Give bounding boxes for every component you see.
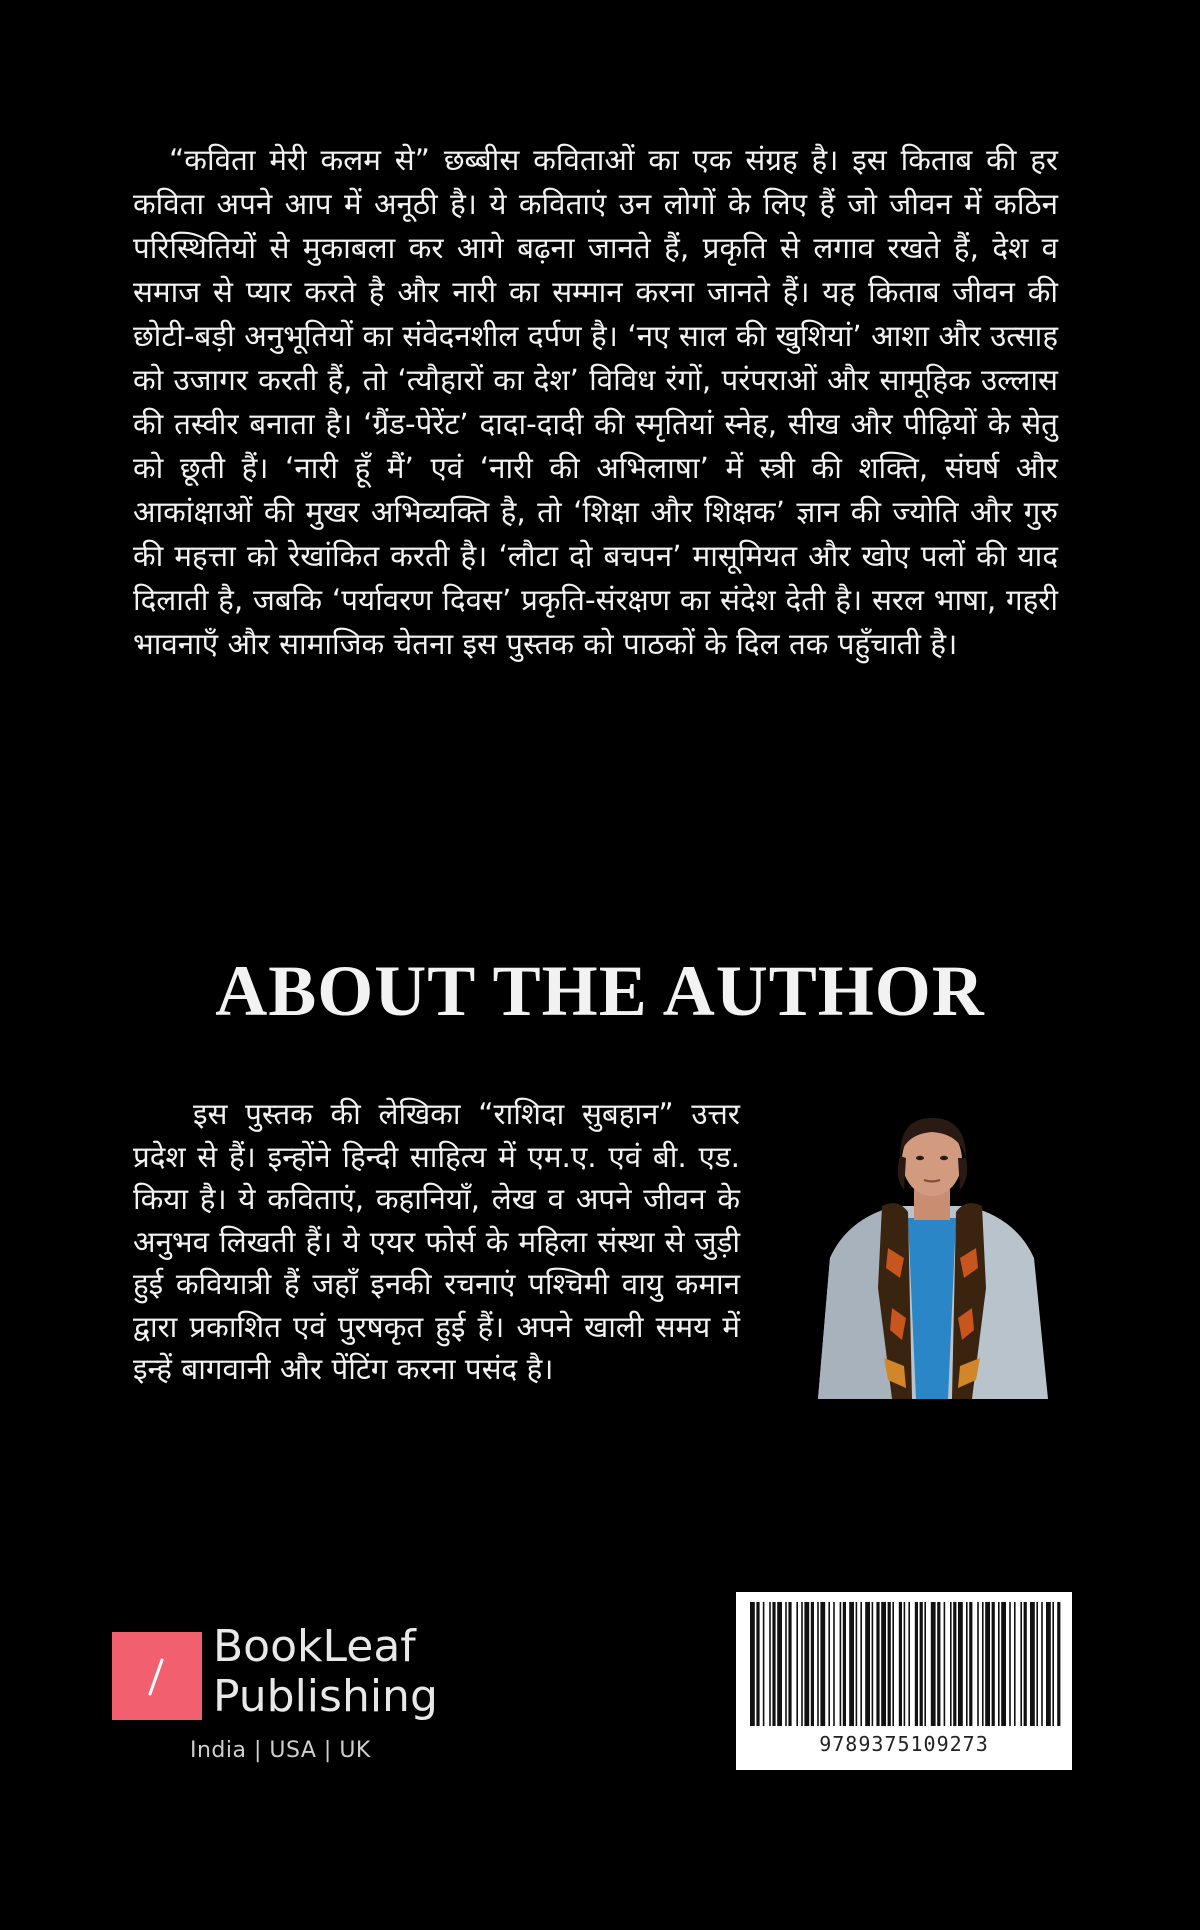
author-bio: इस पुस्तक की लेखिका “राशिदा सुबहान” उत्तर प्रदेश से हैं। इन्होंने हिन्दी साहित्य में एम.ए. एवं बी. एड. किया है। ये कविताएं, कहानियाँ, लेख व अपने जीवन के अनुभव लिखती हैं। ये एयर फोर्स के महिला संस्था से जुड़ी हुई कवियात्री हैं जहाँ इनकी रचनाएं पश्चिमी वायु कमान द्वारा प्रकाशित एवं पुरषकृत हुई हैं। अपने खाली समय में इन्हें बागवानी और पेंटिंग करना पसंद है। [133,1097,740,1386]
back-cover-blurb: “कविता मेरी कलम से” छब्बीस कविताओं का एक संग्रह है। इस किताब की हर कविता अपने आप में अनूठी है। ये कविताएं उन लोगों के लिए हैं जो जीवन में कठिन परिस्थितियों से मुकाबला कर आगे बढ़ना जानते हैं, प्रकृति से लगाव रखते हैं, देश व समाज से प्यार करते है और नारी का सम्मान करना जानते हैं। यह किताब जीवन की छोटी-बड़ी अनुभूतियों का संवेदनशील दर्पण है। ‘नए साल की खुशियां’ आशा और उत्साह को उजागर करती हैं, तो ‘त्यौहारों का देश’ विविध रंगों, परंपराओं और सामूहिक उल्लास की तस्वीर बनाता है। ‘ग्रैंड-पेरेंट’ दादा-दादी की स्मृतियां स्नेह, सीख और पीढ़ियों के सेतु को छूती हैं। ‘नारी हूँ मैं’ एवं ‘नारी की अभिलाषा’ में स्त्री की शक्ति, संघर्ष और आकांक्षाओं की मुखर अभिव्यक्ति है, तो ‘शिक्षा और शिक्षक’ ज्ञान की ज्योति और गुरु की महत्ता को रेखांकित करती है। ‘लौटा दो बचपन’ मासूमियत और खोए पलों की याद दिलाती है, जबकि ‘पर्यावरण दिवस’ प्रकृति-संरक्षण का संदेश देती है। सरल भाषा, गहरी भावनाएँ और सामाजिक चेतना इस पुस्तक को पाठकों के दिल तक पहुँचाती है। [133,143,1058,661]
publisher-name-line2: Publishing [213,1671,438,1722]
isbn-number: 9789375109273 [819,1732,989,1756]
publisher-name [213,1622,438,1722]
barcode-bars-icon [746,1602,1062,1726]
publisher-name-line1: BookLeaf [213,1621,416,1672]
publisher-regions: India | USA | UK [190,1738,371,1763]
bookleaf-logo-icon [112,1632,202,1720]
about-author-heading: ABOUT THE AUTHOR [215,951,985,1031]
isbn-barcode [736,1592,1072,1770]
author-photo [808,1108,1056,1399]
